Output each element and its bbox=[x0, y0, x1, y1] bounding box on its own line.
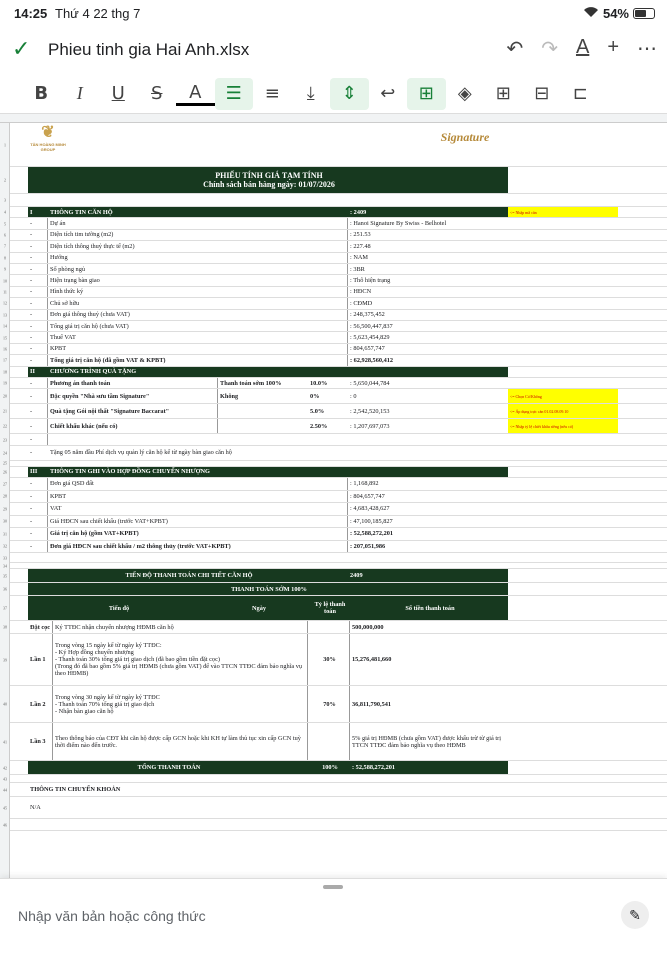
table-row bbox=[3, 434, 667, 445]
option-cell[interactable]: Không bbox=[220, 392, 239, 400]
note-cell[interactable]: <= Nhập tỷ lệ chiết khấu riêng (nếu có) bbox=[508, 419, 618, 433]
table-row bbox=[3, 298, 667, 309]
table-row bbox=[3, 446, 667, 461]
dash-cell[interactable]: - bbox=[28, 404, 48, 418]
file-name: Phieu tinh gia Hai Anh.xlsx bbox=[48, 40, 250, 59]
description-cell[interactable]: Trong vòng 15 ngày kể từ ngày ký TTĐC: - Ký Hợp đồng chuyển nhượng - Thanh toán 30% tổng giá trị giao dịch (đã bao gồm tiền đặt cọc) (Trong đó đã bao gồm 5% giá trị HĐMB (chưa gồm VAT) để vào TTCN TTĐC đảm bảo nghĩa vụ theo HĐMB) bbox=[53, 634, 308, 685]
label-cell[interactable]: Chiết khấu khác (nếu có) bbox=[48, 419, 218, 433]
label-cell[interactable]: VAT bbox=[48, 503, 348, 515]
table-row bbox=[3, 569, 667, 583]
table-row bbox=[3, 596, 667, 621]
more-icon[interactable]: ⋯ bbox=[637, 38, 657, 60]
checkmark-icon[interactable]: ✓ bbox=[12, 36, 31, 61]
table-row bbox=[3, 478, 667, 491]
strikethrough-icon[interactable]: S bbox=[151, 83, 163, 104]
percent-cell[interactable]: 10.0% bbox=[310, 379, 328, 387]
table-row bbox=[3, 355, 667, 366]
total-ratio[interactable]: 100% bbox=[308, 761, 350, 774]
row-number[interactable]: 15 bbox=[3, 335, 7, 341]
section-number[interactable]: II bbox=[28, 367, 48, 377]
row-number[interactable]: 36 bbox=[3, 586, 7, 592]
status-right bbox=[583, 6, 655, 21]
table-row bbox=[3, 491, 667, 504]
stage-cell[interactable]: Đặt cọc bbox=[28, 621, 53, 633]
bank-value[interactable]: N/A bbox=[30, 804, 41, 812]
table-row bbox=[3, 287, 667, 298]
align-center-icon[interactable]: ≡ bbox=[264, 83, 280, 104]
dash-cell[interactable]: - bbox=[28, 541, 48, 553]
table-row bbox=[3, 553, 667, 563]
label-cell[interactable]: Diện tích tim tường (m2) bbox=[48, 230, 348, 240]
total-label[interactable]: TỔNG THANH TOÁN bbox=[28, 761, 308, 774]
label-cell[interactable]: Chủ sở hữu bbox=[48, 298, 348, 308]
dash-cell[interactable]: - bbox=[28, 310, 48, 320]
table-row bbox=[3, 310, 667, 321]
label-cell[interactable]: Hình thức ký bbox=[48, 287, 348, 297]
row-number[interactable]: 12 bbox=[3, 300, 7, 306]
status-date: Thứ 4 22 thg 7 bbox=[55, 6, 141, 21]
value-cell[interactable]: : 804,657,747 bbox=[350, 345, 385, 353]
row-number[interactable]: 5 bbox=[4, 221, 6, 227]
status-time: 14:25 bbox=[14, 6, 48, 21]
amount-cell[interactable]: 5% giá trị HĐMB (chưa gồm VAT) được khấu trừ từ giá trị TTCN TTĐC đảm bảo nghĩa vụ theo HĐMB bbox=[352, 734, 501, 749]
logo-left-text: TÂN HOÀNG MINH GROUP bbox=[30, 142, 66, 152]
label-cell[interactable]: Diện tích thông thuỷ thực tế (m2) bbox=[48, 241, 348, 251]
label-cell[interactable]: Thuế VAT bbox=[48, 332, 348, 342]
formula-bar bbox=[0, 878, 667, 960]
table-row bbox=[3, 344, 667, 355]
amount-cell[interactable]: 500,000,000 bbox=[352, 623, 384, 631]
table-row bbox=[3, 583, 667, 596]
value-cell[interactable]: : NAM bbox=[350, 254, 369, 262]
table-row bbox=[3, 367, 667, 378]
row-number[interactable]: 24 bbox=[3, 450, 7, 456]
table-row bbox=[4, 123, 667, 167]
description-cell[interactable]: Theo thông báo của CĐT khi căn hộ được cấp GCN hoặc khi KH tự làm thủ tục xin cấp GCN tuỳ thời điểm nào đến trước. bbox=[53, 723, 308, 760]
dash-cell[interactable]: - bbox=[28, 491, 48, 503]
note-row[interactable]: Tặng 05 năm đầu Phí dịch vụ quản lý căn hộ kể từ ngày bàn giao căn hộ bbox=[50, 449, 232, 457]
table-row bbox=[3, 783, 667, 797]
header-ratio[interactable]: Tỷ lệ thanh toán bbox=[308, 596, 350, 620]
description-cell[interactable]: Trong vòng 30 ngày kể từ ngày ký TTĐC - Thanh toán 70% tổng giá trị giao dịch - Nhận bàn giao căn hộ bbox=[53, 686, 308, 722]
column-header[interactable] bbox=[0, 114, 667, 123]
option-cell[interactable] bbox=[218, 419, 308, 433]
value-cell[interactable]: : 52,588,272,201 bbox=[350, 530, 394, 538]
table-row bbox=[3, 404, 667, 419]
table-row bbox=[3, 419, 667, 434]
label-cell[interactable]: Phương án thanh toán bbox=[48, 378, 218, 388]
value-cell[interactable]: : 207,051,986 bbox=[350, 542, 386, 550]
option-cell[interactable] bbox=[218, 404, 308, 418]
dash-cell[interactable]: - bbox=[28, 275, 48, 285]
dash-cell[interactable]: - bbox=[28, 355, 48, 365]
row-number[interactable]: 9 bbox=[4, 266, 6, 272]
section-title[interactable]: THÔNG TIN GHI VÀO HỢP ĐỒNG CHUYỂN NHƯỢNG bbox=[48, 467, 508, 477]
section-title[interactable]: CHƯƠNG TRÌNH QUÀ TẶNG bbox=[48, 367, 508, 377]
dash-cell[interactable]: - bbox=[28, 298, 48, 308]
option-cell[interactable]: Thanh toán sớm 100% bbox=[220, 379, 282, 387]
table-row bbox=[4, 230, 667, 241]
text-color-icon[interactable]: A bbox=[176, 82, 215, 106]
merge-cells-icon[interactable]: ⊞ bbox=[407, 78, 446, 110]
row-number[interactable]: 22 bbox=[3, 423, 7, 429]
row-number[interactable]: 43 bbox=[3, 776, 7, 782]
row-number[interactable]: 41 bbox=[3, 739, 7, 745]
label-cell[interactable]: Quà tặng Gói nội thất "Signature Baccarat" bbox=[48, 404, 218, 418]
table-row bbox=[4, 241, 667, 252]
edit-pencil-icon[interactable]: ✎ bbox=[621, 901, 649, 929]
battery-percent: 54% bbox=[602, 6, 629, 21]
value-cell[interactable]: : 248,375,452 bbox=[350, 311, 385, 319]
table-row bbox=[3, 761, 667, 775]
value-cell[interactable]: : 5,650,044,784 bbox=[350, 379, 390, 387]
row-number[interactable]: 10 bbox=[3, 278, 7, 284]
table-row bbox=[3, 389, 667, 404]
dash-cell[interactable]: - bbox=[28, 264, 48, 274]
underline-icon[interactable]: U bbox=[111, 83, 125, 104]
row-number[interactable]: 18 bbox=[3, 369, 7, 375]
insert-row-icon[interactable]: ⊟ bbox=[534, 83, 550, 104]
bold-icon[interactable]: B bbox=[34, 83, 49, 104]
ratio-cell[interactable]: 70% bbox=[308, 686, 350, 722]
label-cell[interactable]: Tổng giá trị căn hộ (chưa VAT) bbox=[48, 321, 348, 331]
value-cell[interactable]: : 62,928,560,412 bbox=[350, 356, 394, 364]
logo-right-text: Signature bbox=[440, 130, 490, 144]
label-cell[interactable]: Giá trị căn hộ (gồm VAT+KPBT) bbox=[48, 528, 348, 540]
redo-icon[interactable]: ↷ bbox=[541, 38, 558, 60]
label-cell[interactable]: Số phòng ngủ bbox=[48, 264, 348, 274]
table-row bbox=[3, 634, 667, 686]
table-row bbox=[4, 218, 667, 229]
borders-icon[interactable]: ⊞ bbox=[495, 83, 511, 104]
status-bar bbox=[0, 0, 667, 28]
value-cell[interactable]: : 1,207,697,073 bbox=[350, 422, 390, 430]
row-number[interactable]: 23 bbox=[3, 437, 7, 443]
row-number[interactable]: 27 bbox=[3, 481, 7, 487]
value-cell[interactable]: : 1,168,892 bbox=[350, 480, 379, 488]
value-cell[interactable]: : CĐMD bbox=[350, 299, 373, 307]
table-row bbox=[4, 167, 667, 194]
add-icon[interactable]: + bbox=[607, 36, 619, 58]
table-row bbox=[4, 264, 667, 275]
title-bar bbox=[0, 28, 667, 74]
logo-bird-icon: ❦ bbox=[41, 124, 55, 141]
row-number[interactable]: 3 bbox=[4, 197, 6, 203]
dash-cell[interactable]: - bbox=[28, 434, 48, 444]
wifi-icon bbox=[583, 6, 599, 21]
row-number[interactable]: 11 bbox=[3, 289, 7, 295]
row-number[interactable]: 8 bbox=[4, 255, 6, 261]
header-amount[interactable]: Số tiền thanh toán bbox=[350, 596, 508, 620]
undo-icon[interactable]: ↶ bbox=[506, 38, 524, 60]
insert-column-icon[interactable]: ⊏ bbox=[572, 83, 588, 104]
label-cell[interactable]: Đơn giá HĐCN sau chiết khấu / m2 thông thủy (trước VAT+KPBT) bbox=[48, 541, 348, 553]
table-row bbox=[3, 378, 667, 389]
dash-cell[interactable]: - bbox=[28, 321, 48, 331]
text-format-icon[interactable]: A bbox=[575, 36, 590, 58]
row-number[interactable]: 34 bbox=[3, 563, 7, 569]
row-number[interactable]: 1 bbox=[4, 142, 6, 147]
dash-cell[interactable]: - bbox=[28, 419, 48, 433]
percent-cell[interactable]: 0% bbox=[310, 392, 320, 400]
value-cell[interactable]: : 56,500,447,837 bbox=[350, 322, 393, 330]
label-cell[interactable]: Hướng bbox=[48, 253, 348, 263]
payment-subtitle[interactable]: THANH TOÁN SỚM 100% bbox=[28, 583, 508, 595]
formula-input[interactable]: Nhập văn bản hoặc công thức bbox=[18, 908, 206, 924]
table-row bbox=[3, 467, 667, 478]
sheet-title[interactable] bbox=[28, 167, 508, 193]
row-number[interactable]: 21 bbox=[3, 408, 7, 414]
value-cell[interactable]: : 4,683,428,627 bbox=[350, 505, 390, 513]
row-number[interactable]: 13 bbox=[3, 312, 7, 318]
row-number[interactable]: 14 bbox=[3, 323, 7, 329]
table-row bbox=[3, 621, 667, 634]
row-number[interactable]: 19 bbox=[3, 380, 7, 386]
value-cell[interactable]: : 227.48 bbox=[350, 242, 371, 250]
row-number[interactable]: 42 bbox=[3, 765, 7, 771]
row-number[interactable]: 17 bbox=[3, 357, 7, 363]
row-number[interactable]: 33 bbox=[3, 555, 7, 561]
label-cell[interactable]: Dự án bbox=[48, 218, 348, 228]
note-cell[interactable]: <= Chọn Có/Không bbox=[508, 389, 618, 403]
total-amount[interactable]: : 52,588,272,201 bbox=[350, 761, 508, 774]
table-row bbox=[3, 797, 667, 819]
align-left-icon[interactable]: ☰ bbox=[215, 78, 254, 110]
dash-cell[interactable]: - bbox=[28, 253, 48, 263]
note-cell[interactable]: <= Nhập mã căn bbox=[508, 207, 618, 217]
amount-cell[interactable]: 15,276,481,660 bbox=[352, 656, 392, 664]
row-number[interactable]: 30 bbox=[3, 518, 7, 524]
section-number[interactable]: I bbox=[28, 207, 48, 217]
value-cell[interactable]: : Hanoi Signature By Swiss - Belhotel bbox=[350, 220, 447, 228]
table-row bbox=[4, 207, 667, 218]
dash-cell[interactable]: - bbox=[28, 478, 48, 490]
ratio-cell[interactable]: 30% bbox=[308, 634, 350, 685]
value-cell[interactable]: : 47,100,185,827 bbox=[350, 517, 393, 525]
dash-cell[interactable]: - bbox=[28, 378, 48, 388]
table-row bbox=[4, 253, 667, 264]
dash-cell[interactable]: - bbox=[28, 503, 48, 515]
italic-icon[interactable]: I bbox=[76, 83, 83, 103]
subtitle-text: Chính sách bán hàng ngày: 01/07/2026 bbox=[203, 180, 335, 189]
spreadsheet-grid[interactable] bbox=[0, 114, 667, 878]
payment-apt[interactable]: 2409 bbox=[348, 569, 508, 582]
dash-cell[interactable]: - bbox=[28, 528, 48, 540]
table-row bbox=[4, 194, 667, 207]
dash-cell[interactable]: - bbox=[28, 516, 48, 528]
table-row bbox=[3, 321, 667, 332]
value-cell[interactable]: : 5,623,454,829 bbox=[350, 334, 390, 342]
stage-cell[interactable]: Lần 1 bbox=[28, 634, 53, 685]
label-cell[interactable]: Giá HĐCN sau chiết khấu (trước VAT+KPBT) bbox=[48, 516, 348, 528]
row-number[interactable]: 38 bbox=[3, 624, 7, 630]
dash-cell[interactable]: - bbox=[28, 332, 48, 342]
table-row bbox=[3, 528, 667, 541]
row-number[interactable]: 25 bbox=[3, 460, 7, 466]
row-number[interactable]: 29 bbox=[3, 506, 7, 512]
stage-cell[interactable]: Lần 3 bbox=[28, 723, 53, 760]
note-cell[interactable]: <= Áp dụng trực căn 01.02.08.09.10 bbox=[508, 404, 618, 418]
description-cell[interactable]: Ký TTĐC nhận chuyển nhượng HĐMB căn hộ bbox=[53, 621, 308, 633]
title-text: PHIẾU TÍNH GIÁ TẠM TÍNH bbox=[215, 171, 323, 180]
dash-cell[interactable]: - bbox=[28, 389, 48, 403]
table-row bbox=[3, 516, 667, 529]
value-cell[interactable]: : 0 bbox=[350, 392, 357, 400]
value-cell[interactable]: : 3BR bbox=[350, 265, 365, 273]
label-cell[interactable]: Đơn giá QSD đất bbox=[48, 478, 348, 490]
row-number[interactable]: 26 bbox=[3, 469, 7, 475]
payment-title[interactable]: TIẾN ĐỘ THANH TOÁN CHI TIẾT CĂN HỘ bbox=[28, 569, 348, 582]
row-number[interactable]: 39 bbox=[3, 657, 7, 663]
ratio-cell[interactable] bbox=[308, 723, 350, 760]
stage-cell[interactable]: Lần 2 bbox=[28, 686, 53, 722]
title-actions bbox=[506, 36, 657, 61]
row-number[interactable]: 2 bbox=[4, 177, 6, 183]
row-number[interactable]: 44 bbox=[3, 787, 7, 793]
battery-icon bbox=[633, 8, 655, 19]
value-cell[interactable]: : Thô hiện trạng bbox=[350, 277, 391, 285]
bank-title[interactable]: THÔNG TIN CHUYỂN KHOẢN bbox=[30, 786, 121, 794]
percent-cell[interactable]: 5.0% bbox=[310, 407, 325, 415]
row-number[interactable]: 4 bbox=[4, 209, 6, 215]
row-number[interactable]: 40 bbox=[3, 701, 7, 707]
value-cell[interactable]: : 251.53 bbox=[350, 231, 371, 239]
label-cell[interactable]: Hiện trạng bàn giao bbox=[48, 275, 348, 285]
row-number[interactable]: 31 bbox=[3, 531, 7, 537]
label-cell[interactable]: Đặc quyền "Nhà sưu tầm Signature" bbox=[48, 389, 218, 403]
row-number[interactable]: 32 bbox=[3, 543, 7, 549]
dash-cell[interactable]: - bbox=[28, 230, 48, 240]
dash-cell[interactable]: - bbox=[28, 287, 48, 297]
dash-cell[interactable]: - bbox=[28, 218, 48, 228]
table-row bbox=[3, 541, 667, 554]
percent-cell[interactable]: 2.50% bbox=[310, 422, 328, 430]
section-title[interactable]: THÔNG TIN CĂN HỘ bbox=[48, 207, 348, 217]
apartment-code[interactable]: : 2409 bbox=[348, 207, 508, 217]
row-number[interactable]: 46 bbox=[3, 822, 7, 828]
amount-cell[interactable]: 36,811,790,541 bbox=[352, 700, 392, 708]
row-number[interactable]: 20 bbox=[3, 393, 7, 399]
header-date[interactable]: Ngày bbox=[208, 596, 308, 620]
format-toolbar bbox=[0, 74, 667, 114]
dash-cell[interactable]: - bbox=[28, 344, 48, 354]
table-row bbox=[3, 723, 667, 761]
table-row bbox=[3, 332, 667, 343]
label-cell[interactable]: KPBT bbox=[48, 344, 348, 354]
fill-color-icon[interactable]: ◈ bbox=[457, 83, 472, 104]
value-cell[interactable]: : 804,657,747 bbox=[350, 492, 385, 500]
label-cell[interactable]: Tổng giá trị căn hộ (đã gồm VAT & KPBT) bbox=[48, 355, 348, 365]
table-row bbox=[3, 775, 667, 783]
table-row bbox=[3, 275, 667, 286]
value-cell[interactable]: : 2,542,520,153 bbox=[350, 407, 390, 415]
dash-cell[interactable]: - bbox=[28, 241, 48, 251]
header-progress[interactable]: Tiến độ bbox=[28, 596, 208, 620]
wrap-text-icon[interactable]: ↩ bbox=[380, 83, 396, 104]
row-number[interactable]: 7 bbox=[4, 243, 6, 249]
label-cell[interactable]: Đơn giá thông thuỷ (chưa VAT) bbox=[48, 310, 348, 320]
row-number[interactable]: 45 bbox=[3, 805, 7, 811]
row-number[interactable]: 16 bbox=[3, 346, 7, 352]
row-number[interactable]: 28 bbox=[3, 493, 7, 499]
dash-cell[interactable]: - bbox=[30, 449, 33, 457]
row-number[interactable]: 35 bbox=[3, 573, 7, 579]
valign-bottom-icon[interactable]: ⤓ bbox=[306, 83, 315, 104]
table-row bbox=[3, 686, 667, 723]
table-row bbox=[3, 503, 667, 516]
drag-handle[interactable] bbox=[323, 885, 343, 889]
row-number[interactable]: 37 bbox=[3, 605, 7, 611]
ratio-cell[interactable] bbox=[308, 621, 350, 633]
label-cell[interactable]: KPBT bbox=[48, 491, 348, 503]
row-number[interactable]: 6 bbox=[4, 232, 6, 238]
section-number[interactable]: III bbox=[28, 467, 48, 477]
valign-middle-icon[interactable]: ⇕ bbox=[330, 78, 369, 110]
value-cell[interactable]: : HĐCN bbox=[350, 288, 372, 296]
table-row bbox=[3, 819, 667, 831]
